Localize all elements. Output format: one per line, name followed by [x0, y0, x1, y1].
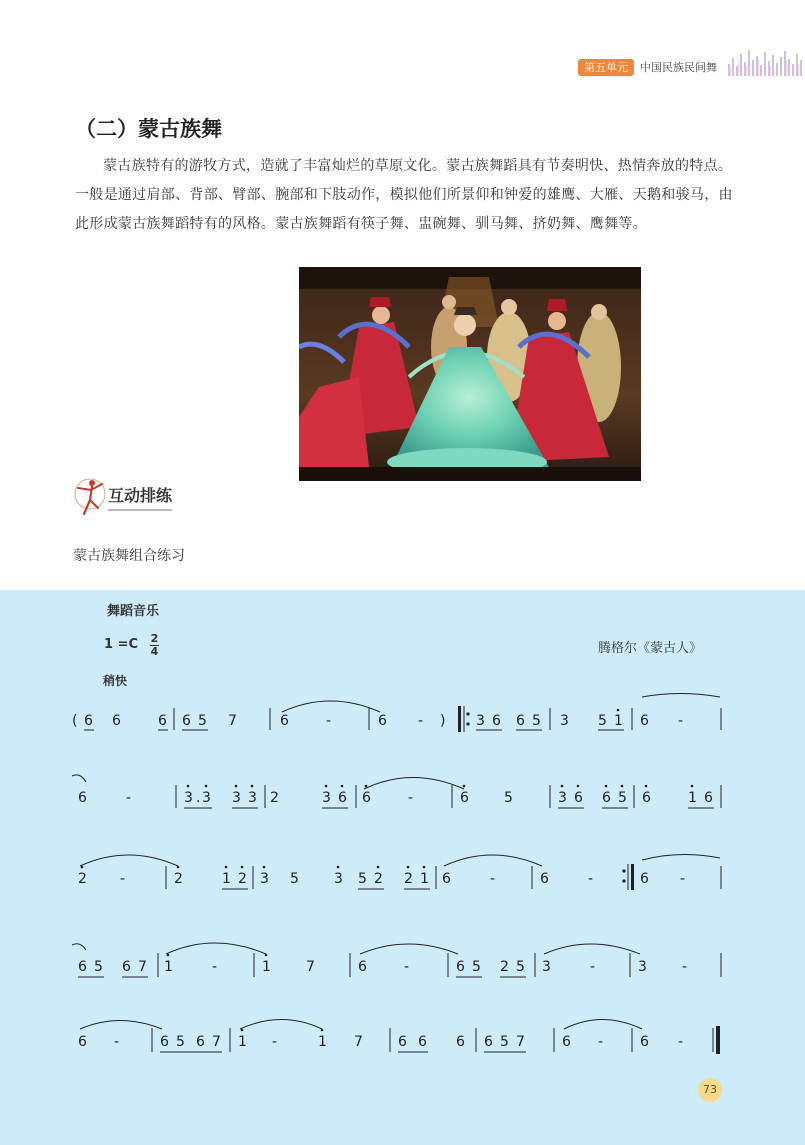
svg-text:3: 3 — [184, 790, 193, 806]
time-signature-top: 2 — [150, 632, 159, 645]
dancer-icon — [72, 476, 106, 518]
unit-tag: 第五单元 — [578, 59, 634, 76]
svg-text:6: 6 — [640, 713, 649, 729]
svg-text:5: 5 — [472, 959, 481, 975]
page-number: 73 — [698, 1078, 722, 1102]
svg-text:5: 5 — [198, 713, 207, 729]
svg-text:6: 6 — [358, 959, 367, 975]
svg-text:6: 6 — [704, 790, 713, 806]
svg-text:7: 7 — [516, 1034, 525, 1050]
svg-text:7: 7 — [138, 959, 147, 975]
svg-text:7: 7 — [306, 959, 315, 975]
svg-text:6: 6 — [338, 790, 347, 806]
svg-text:2: 2 — [374, 871, 383, 887]
svg-text:6: 6 — [280, 713, 289, 729]
section-title: （二）蒙古族舞 — [75, 116, 222, 141]
svg-text:5: 5 — [598, 713, 607, 729]
svg-text:5: 5 — [358, 871, 367, 887]
svg-text:6: 6 — [516, 713, 525, 729]
svg-text:3: 3 — [322, 790, 331, 806]
svg-text:6: 6 — [160, 1034, 169, 1050]
svg-text:1: 1 — [164, 959, 173, 975]
svg-text:-: - — [680, 871, 686, 887]
interactive-rehearsal-label — [72, 476, 172, 518]
svg-text:6: 6 — [362, 790, 371, 806]
svg-text:3: 3 — [638, 959, 647, 975]
svg-text:6: 6 — [456, 1034, 465, 1050]
svg-text:1: 1 — [318, 1034, 327, 1050]
svg-text:6: 6 — [456, 959, 465, 975]
svg-text:6: 6 — [398, 1034, 407, 1050]
svg-text:6: 6 — [78, 959, 87, 975]
svg-text:6: 6 — [642, 790, 651, 806]
svg-text:6: 6 — [112, 713, 121, 729]
svg-text:6: 6 — [640, 871, 649, 887]
section-paragraph: 蒙古族特有的游牧方式，造就了丰富灿烂的草原文化。蒙古族舞蹈具有节奏明快、热情奔放的特点。一般是通过肩部、背部、臂部、腕部和下肢动作，模拟他们所景仰和钟爱的雄鹰、大雁、天鹅和骏马，由此形成蒙古族舞蹈特有的风格。蒙古族舞蹈有筷子舞、盅碗舞、驯马舞、挤奶舞、鹰舞等。 — [75, 158, 733, 232]
svg-text:6: 6 — [484, 1034, 493, 1050]
svg-text:2: 2 — [174, 871, 183, 887]
unit-title: 中国民族民间舞 — [640, 61, 717, 74]
header-decoration — [728, 46, 805, 76]
svg-text:6: 6 — [442, 871, 451, 887]
svg-text:2: 2 — [404, 871, 413, 887]
svg-text:6: 6 — [78, 1034, 87, 1050]
svg-text:(: ( — [72, 713, 78, 729]
svg-text:5: 5 — [94, 959, 103, 975]
music-title: 舞蹈音乐 — [107, 604, 160, 619]
svg-text:-: - — [588, 871, 594, 887]
svg-text:-: - — [120, 871, 126, 887]
svg-text:3: 3 — [202, 790, 211, 806]
svg-text:-: - — [404, 959, 410, 975]
svg-text:6: 6 — [78, 790, 87, 806]
svg-text:5: 5 — [290, 871, 299, 887]
svg-text:6: 6 — [122, 959, 131, 975]
svg-text:5: 5 — [504, 790, 513, 806]
svg-text:-: - — [682, 959, 688, 975]
svg-text:3: 3 — [558, 790, 567, 806]
exercise-subtitle: 蒙古族舞组合练习 — [73, 548, 185, 564]
svg-text:-: - — [678, 1034, 684, 1050]
svg-text:7: 7 — [228, 713, 237, 729]
svg-text:1: 1 — [420, 871, 429, 887]
svg-text:6: 6 — [492, 713, 501, 729]
svg-text:2: 2 — [270, 790, 279, 806]
svg-text:2: 2 — [500, 959, 509, 975]
music-score — [60, 680, 740, 1080]
svg-text:5: 5 — [516, 959, 525, 975]
svg-text:-: - — [418, 713, 424, 729]
svg-text:6: 6 — [158, 713, 167, 729]
svg-text:): ) — [440, 713, 446, 729]
svg-text:-: - — [326, 713, 332, 729]
svg-text:5: 5 — [532, 713, 541, 729]
svg-text:6: 6 — [182, 713, 191, 729]
svg-text:-: - — [678, 713, 684, 729]
svg-text:1: 1 — [614, 713, 623, 729]
svg-text:6: 6 — [574, 790, 583, 806]
svg-text:-: - — [272, 1034, 278, 1050]
svg-text:3: 3 — [560, 713, 569, 729]
svg-text:3: 3 — [260, 871, 269, 887]
svg-text:3: 3 — [334, 871, 343, 887]
svg-text:-: - — [126, 790, 132, 806]
interactive-label: 互动排练 — [108, 483, 172, 511]
dance-performance-photo — [299, 267, 641, 481]
svg-text:5: 5 — [500, 1034, 509, 1050]
svg-text:.: . — [196, 790, 201, 806]
svg-text:6: 6 — [602, 790, 611, 806]
svg-text:6: 6 — [196, 1034, 205, 1050]
svg-text:-: - — [590, 959, 596, 975]
key-signature: 1 =C — [104, 637, 139, 652]
time-signature — [150, 633, 159, 658]
svg-text:-: - — [490, 871, 496, 887]
svg-text:6: 6 — [378, 713, 387, 729]
svg-text:-: - — [212, 959, 218, 975]
svg-text:2: 2 — [78, 871, 87, 887]
svg-text:3: 3 — [542, 959, 551, 975]
svg-text:5: 5 — [618, 790, 627, 806]
svg-text:5: 5 — [176, 1034, 185, 1050]
tempo-marking: 稍快 — [103, 674, 128, 688]
svg-text:2: 2 — [238, 871, 247, 887]
svg-text:6: 6 — [84, 713, 93, 729]
svg-text:6: 6 — [540, 871, 549, 887]
svg-text:-: - — [408, 790, 414, 806]
svg-text:6: 6 — [562, 1034, 571, 1050]
svg-text:1: 1 — [222, 871, 231, 887]
composer-credit: 腾格尔《蒙古人》 — [598, 641, 703, 656]
svg-text:7: 7 — [212, 1034, 221, 1050]
svg-text:3: 3 — [476, 713, 485, 729]
svg-text:1: 1 — [262, 959, 271, 975]
svg-text:6: 6 — [640, 1034, 649, 1050]
svg-text:6: 6 — [460, 790, 469, 806]
time-signature-bottom: 4 — [150, 645, 159, 658]
svg-text:6: 6 — [418, 1034, 427, 1050]
svg-text:3: 3 — [232, 790, 241, 806]
page-header — [578, 58, 717, 76]
svg-text:-: - — [598, 1034, 604, 1050]
svg-text:3: 3 — [248, 790, 257, 806]
svg-text:1: 1 — [688, 790, 697, 806]
svg-text:-: - — [114, 1034, 120, 1050]
svg-text:1: 1 — [238, 1034, 247, 1050]
svg-text:7: 7 — [354, 1034, 363, 1050]
